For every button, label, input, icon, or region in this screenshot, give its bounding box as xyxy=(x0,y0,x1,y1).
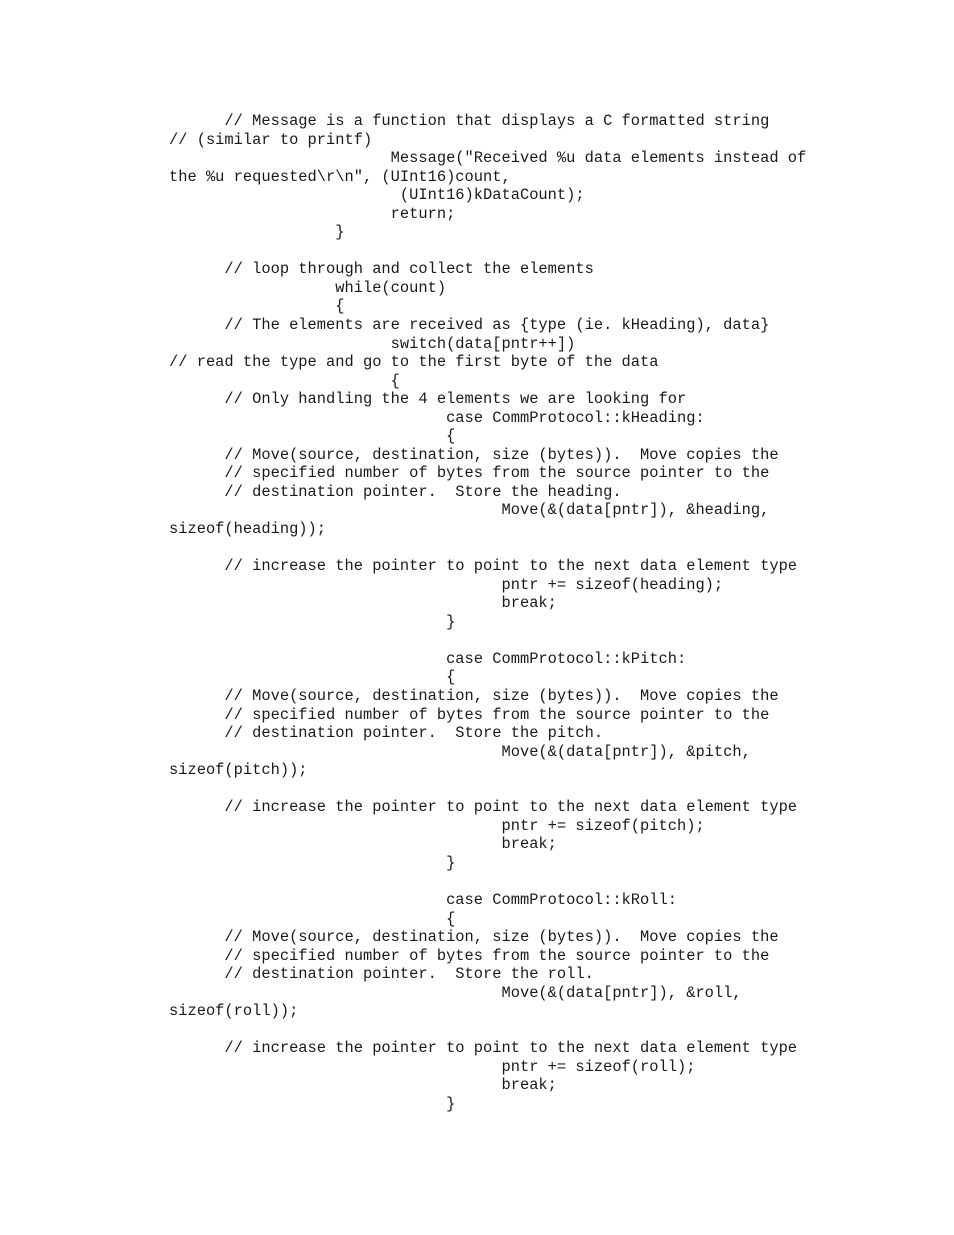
code-line: { xyxy=(169,909,456,928)
code-line xyxy=(169,780,929,799)
code-line: sizeof(pitch)); xyxy=(169,761,308,780)
code-line xyxy=(169,242,929,261)
code-line: // Only handling the 4 elements we are looking for xyxy=(169,390,687,409)
code-line: { xyxy=(169,668,456,687)
code-line: (UInt16)kDataCount); xyxy=(169,186,585,205)
code-line: // Move(source, destination, size (bytes)). Move copies the xyxy=(169,928,779,947)
code-line: // (similar to printf) xyxy=(169,130,373,149)
code-line xyxy=(169,1021,929,1040)
code-listing xyxy=(169,112,929,1114)
code-line: // specified number of bytes from the source pointer to the xyxy=(169,946,770,965)
code-line: pntr += sizeof(heading); xyxy=(169,575,724,594)
code-line: // The elements are received as {type (ie. kHeading), data} xyxy=(169,316,770,335)
code-line: // Move(source, destination, size (bytes)). Move copies the xyxy=(169,445,779,464)
code-line: // read the type and go to the first byte of the data xyxy=(169,353,659,372)
code-line: } xyxy=(169,1094,456,1113)
code-line: Message("Received %u data elements instead of xyxy=(169,149,807,168)
code-line: // loop through and collect the elements xyxy=(169,260,594,279)
code-line: Move(&(data[pntr]), &roll, xyxy=(169,983,742,1002)
code-line: } xyxy=(169,853,456,872)
code-line: break; xyxy=(169,594,557,613)
code-line: } xyxy=(169,223,345,242)
code-line: break; xyxy=(169,1076,557,1095)
code-line: // increase the pointer to point to the next data element type xyxy=(169,1039,798,1058)
code-line: // destination pointer. Store the heading. xyxy=(169,482,622,501)
code-line: switch(data[pntr++]) xyxy=(169,334,576,353)
code-line: sizeof(heading)); xyxy=(169,520,327,539)
code-line: break; xyxy=(169,835,557,854)
code-line: // Move(source, destination, size (bytes)). Move copies the xyxy=(169,686,779,705)
code-line: { xyxy=(169,371,400,390)
code-line xyxy=(169,631,929,650)
code-line: return; xyxy=(169,204,456,223)
code-line: case CommProtocol::kRoll: xyxy=(169,890,677,909)
code-line: pntr += sizeof(pitch); xyxy=(169,816,705,835)
code-line: // specified number of bytes from the source pointer to the xyxy=(169,705,770,724)
code-line: case CommProtocol::kHeading: xyxy=(169,408,705,427)
code-line: // Message is a function that displays a C formatted string xyxy=(169,112,770,130)
code-line: { xyxy=(169,297,345,316)
code-line: while(count) xyxy=(169,278,447,297)
code-line: sizeof(roll)); xyxy=(169,1002,299,1021)
code-line: Move(&(data[pntr]), &pitch, xyxy=(169,742,751,761)
code-line xyxy=(169,539,929,558)
code-line: // increase the pointer to point to the next data element type xyxy=(169,798,798,817)
code-line: the %u requested\r\n", (UInt16)count, xyxy=(169,167,511,186)
code-line: Move(&(data[pntr]), &heading, xyxy=(169,501,770,520)
code-line: // increase the pointer to point to the next data element type xyxy=(169,557,798,576)
code-line: // specified number of bytes from the source pointer to the xyxy=(169,464,770,483)
code-line: // destination pointer. Store the roll. xyxy=(169,965,594,984)
code-line: case CommProtocol::kPitch: xyxy=(169,649,687,668)
code-line: pntr += sizeof(roll); xyxy=(169,1057,696,1076)
code-line: } xyxy=(169,612,456,631)
code-line: // destination pointer. Store the pitch. xyxy=(169,724,604,743)
code-line: { xyxy=(169,427,456,446)
code-line xyxy=(169,872,929,891)
